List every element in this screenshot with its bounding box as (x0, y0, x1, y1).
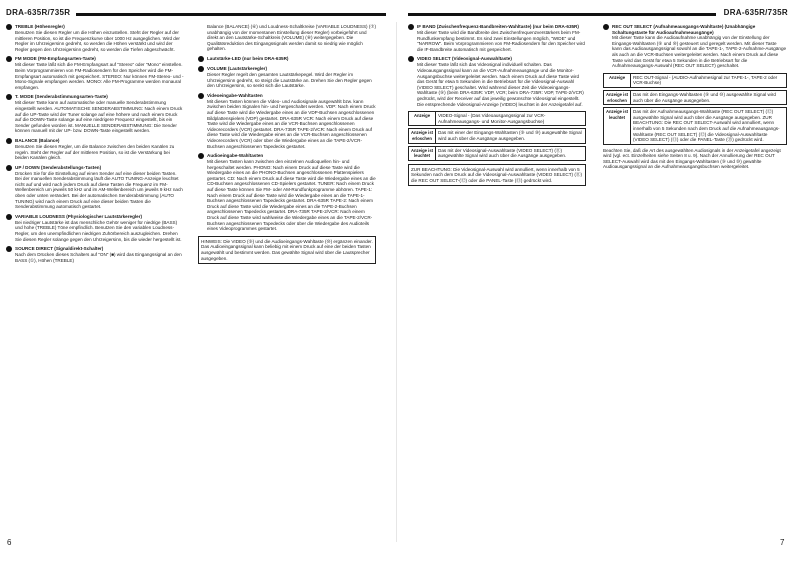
section-body: Mit dieser Taste wird die Bandbreite des Zwischenfrequenzverstärkers beim FM-Rundfunkempfang bestimmt. Es sind zwei Einstellungen möglich, "WIDE" und "NARROW". Beim Vorprogrammieren von FM-Radiosendern für den Speicher wird die IF-Bandbreite automatisch mit gespeichert. (417, 30, 585, 52)
section (6, 24, 184, 52)
zur-beachtung-box: ZUR BEACHTUNG: Die Videosignal-Auswahl wird annulliert, wenn innerhalb von 5 Sekunden nach dem Druck auf die Videosignal-Auswahltaste (VIDEO SELECT) (⑪) die REC OUT SELECT-(⑫) oder die PANEL-Taste (⑬) gedrückt wird. (408, 164, 586, 187)
right-header-title: DRA-635R/735R (723, 8, 788, 17)
row-label: Anzeige (604, 74, 631, 87)
item-number-icon (408, 24, 414, 30)
video-select-table (408, 111, 586, 161)
section (408, 24, 586, 52)
left-header-title: DRA-635R/735R (6, 8, 71, 17)
item-number-icon (198, 56, 204, 62)
section-body: Bei niedriger Lautstärke ist das menschliche Gehör weniger für niedrige (BASS) und hohe (TREBLE) Töne empfindlich. Benutzen Sie den variablen Loudness-Regler, um den unempfindlichen niedrigen Zuhörbereich auszugleichen. Drehen Sie diesen Regler solange gegen den Uhrzeigersinn, bis die wieder hergestellt ist. (15, 219, 182, 242)
table-row (603, 73, 787, 88)
hinweis-box: HINWEIS: Die VIDEO (⑨) und die Audioeingangs-Wahltaste (⑩) ergänzen einander. Das Audioeingangssignal kann beliebig mit einem Druck auf eine der beiden Tasten ausgewählt und bestimmt werden. Das gewählte Signal wird über die Lautsprecher ausgegeben. (198, 236, 376, 264)
section-title: TREBLE (Höhenregler) (15, 24, 65, 29)
rec-out-table (603, 73, 787, 145)
section-body: Mit diesen Tasten können die Video- und Audiosignale ausgewählt bzw. kann zwischen beiden Signalen hin- und hergeschaltet werden. VDP: Nach einem Druck auf diese Taste wird die Wiedergabe eines an die VDP-Buchsen angeschlossenen Bildplattenspielers (VDP) gestartet. DRA-635R VCR: Nach einem Druck auf diese Taste wird die Wiedergabe eines an die VCR-Buchsen angeschlossenen Videorecorders (VCR) gestartet. DRA-735R TAPE-2/VCR: Nach einem Druck auf diese Taste wird die Wiedergabe eines an die VCR-Buchsen angeschlossenen Videorecorders (VCR) oder über die Wiedergabe eines an die TAPE-2/VCR-Buchsen angeschlossenen Tapedecks gestartet. (207, 98, 376, 149)
row-text: VIDEO-Signal - (Das Videoausgangssignal zur VCR-Aufnahmeausgangs- und Monitor-Ausgangsbuchse) (438, 113, 546, 124)
left-header-rule (76, 13, 386, 16)
rec-out-note: Beachten Sie, daß die Art des ausgewählten Audiosignals in der Anzeigetafel angezeigt wird (vgl. ect. Einzelheiten siehe Seiten 8 u. 9). Nach der Annullierung der REC OUT SELECT-Auswahl wird das mit den Eingangs-Wahltasten (⑨ und ⑩) gewählte Audioausgangssignal an die Aufnahmeausgangsbuchsen weitergeleitet. (603, 147, 781, 170)
section-body: Mit dieser Taste läßt sich das Videosignal individuell schalten. Das Videoausgangssignal kann an die VCR-Aufnahmeausgänge und die Monitor-Ausgangsbuchse weitergeleitet werden. Nach einem Druck auf diese Taste wird das Gerät für etwa 5 Sekunden in die Betriebsart für die Videosignal-Auswahl (VIDEO SELECT) geschaltet. Wird während dieser Zeit die Videoeingangs-Wahltaste (⑨) (beim DRA-635R: VDP, VCR; beim DRA-735R: VDP, TAPE-2/VCR) gedrückt, wird der Receiver auf das jeweilig gewünschte Videosignal eingestellt. Die entsprechende Videosignal-Anzeige (VIDEO) leuchtet in der Anzeigetafel auf. (417, 62, 584, 107)
section-body: Mit dieser Taste kann die Audioaufnahme unabhängig von der Einstellung der Eingangs-Wahltasten (⑨ und ⑩) gesteuert und geregelt werden. Mit dieser Taste kann das Audioausgangssignal sowohl an die TAPE-1-, TAPE-2-Aufnahme-Ausgänge als auch an die VCR-Buchsen weitergeleitet werden. Nach einem Druck auf diese Taste wird das Gerät für etwa 5 Sekunden in die Betriebsart für die Aufnahmeausgangs-Auswahl (REC OUT SELECT) geschaltet. (612, 35, 787, 69)
section (198, 93, 376, 149)
item-number-icon (6, 94, 12, 100)
section (6, 214, 184, 242)
table-row (603, 107, 787, 145)
section-body: Benutzen Sie diesen Regler, um die Balance zwischen den beiden Kanälen zu regeln. Steht der Regler auf der mittleren Position, so ist die Verstärkung bei beiden Kanälen gleich. (15, 143, 175, 161)
item-number-icon (6, 214, 12, 220)
item-number-icon (6, 56, 12, 62)
item-number-icon (198, 66, 204, 72)
section (6, 94, 184, 134)
section-body: Mit dieser Taste kann auf automatische oder manuelle Senderabstimmung eingestellt werden. AUTOMATISCHE SENDERABSTIMMUNG: Nach einem Druck auf die UP-Taste wird der Tuner solange auf eine höhere und nach einem Druck auf die DOWN-Taste solange auf eine niedrigere Frequenz eingestellt, bis ein Sender gefunden worden ist. MANUELLE SENDERABSTIMMUNG: Die Sender können manuell mit der UP- bzw. DOWN-Taste eingestellt werden. (15, 100, 183, 134)
section-body: Benutzen Sie diesen Regler um die Höhen einzustellen. Steht der Regler auf der mittleren Position, so ist die Frequenzkurve über 1000 Hz ausgeglichen. Wird der Regler im Uhrzeigersinn gedreht, so werden die Höhen verstärkt und wird der Regler gegen den Uhrzeigersinn gedreht, so werden die Tiefen abgeschwächt. (15, 30, 180, 52)
column-4 (603, 24, 787, 170)
section-body: Mit diesen Tasten kann zwischen den einzelnen Audioquellen hin- und hergeschaltet werden. PHONO: Nach einem Druck auf diese Taste wird die Wiedergabe eines an die PHONO-Buchsen angeschlossenen Plattenspielers gestartet. CD: Nach einem Druck auf diese Taste wird die Wiedergabe eines an die CD-Buchsen angeschlossenen CD-Spielers gestartet. TUNER: Nach einem Druck auf diese Taste können Sie FM- oder AM-Rundfunkprogramme abhören. TAPE-1: Nach einem Druck auf diese Taste wird die Wiedergabe eines an die TAPE-1-Buchsen angeschlossenen Tapedecks gestartet. DRA-635R TAPE-2: Nach einem Druck auf diese Taste wird die Wiedergabe eines an die TAPE-2-Buchsen angeschlossenen Tapedecks gestartet. DRA-735R TAPE-2/VCR: Nach einem Druck auf diese Taste wird wahlweise die Wiedergabe eines an die TAPE-2/VCR-Buchsen angeschlossenen Tapedecks oder über die Wiedergabe des Audioteils eines Videoprogrammes gestartet. (207, 159, 376, 232)
row-label: Anzeige ist leuchtet (409, 147, 436, 160)
section-title: UP / DOWN (Senderabstellungs-Tasten) (15, 164, 102, 170)
row-text: REC OUT-Signal - (AUDIO-Aufnahmesignal zur TAPE-1-, TAPE-2 oder VCR-Buchse) (633, 74, 778, 86)
item-number-icon (6, 138, 12, 144)
item-number-icon (198, 153, 204, 159)
right-header-rule (408, 13, 716, 16)
row-text: Das mit der Videosignal-Auswahltaste (VIDEO SELECT) (⑪) ausgewählte Signal wird auch über die Ausgänge ausgegeben. (438, 147, 567, 159)
section-title: VIDEO SELECT (Videosignal-Auswahltaste) (417, 56, 512, 62)
right-page-number: 7 (780, 538, 785, 547)
column-2 (198, 24, 376, 264)
section-body: Drücken Sie für die Einstellung auf einen Sender auf eine dieser beiden Tasten. Bei der manuellen Senderabstimmung läuft die AUTO TUNING-Anzeige leuchtet nicht auf und wird nach jedem Druck auf diese Tasten die Frequenz im FM-Wellenbereich um jeweils 50 kHz und im AM-Wellenbereich um jeweils 9 kHz nach oben oder unten verändert. Bei der automatischen Senderabstimmung (AUTO TUNING) wird nach einem Druck auf eine dieser beiden Tasten die Senderabstimmung automatisch gestartet. (15, 170, 183, 210)
section (6, 246, 184, 263)
section (198, 24, 376, 52)
section-title: REC OUT SELECT (Aufnahmeausgangs-Wahltaste) (Unabhängige Schaltungstaste für Audioaufnahmeausgänge) (612, 24, 756, 35)
section-title: SOURCE DIRECT (Signaldirekt-Schalter) (15, 246, 104, 252)
right-page-header (408, 10, 788, 18)
section-title: Videoeingabe-Wahltasten (207, 92, 263, 98)
column-1 (6, 24, 184, 267)
table-row (603, 90, 787, 105)
section (603, 24, 787, 69)
row-label: Anzeige ist leuchtet (604, 108, 631, 144)
section (408, 56, 586, 107)
item-number-icon (408, 56, 414, 62)
section-title: VOLUME (Lautstärkeregler) (207, 65, 267, 71)
row-label: Anzeige ist erloschen (409, 129, 436, 142)
section-title: T. MODE (Senderabstimmungsarten-Taste) (15, 94, 108, 100)
row-text: Das mit den Eingangs-Wahltasten (⑨ und ⑩) ausgewählte Signal wird auch über die Ausgänge ausgegeben. (633, 91, 776, 103)
page-fold-divider (396, 22, 397, 542)
section-heading (603, 24, 787, 35)
left-page-number: 6 (7, 538, 12, 547)
section-body: Mit dieser Taste läßt sich die FM-Empfangsart auf "Stereo" oder "Mono" einstellen. Beim Vorprogrammieren von FM-Radiosendern für den Speicher wird die FM-Empfangsart automatisch mit gespeichert. STEREO: Nur können FM-Stereo- und -Mono-Signale empfangen werden. MONO: Alle FM-Programme werden monaural empfangen. (15, 62, 184, 90)
section (198, 56, 376, 62)
item-number-icon (603, 24, 609, 30)
section (6, 56, 184, 90)
item-number-icon (198, 93, 204, 99)
section-body: Nach dem Drücken dieses Schalters auf "ON" (■) wird das Eingangssignal an den BASS (①), Höhen (TREBLE) (15, 252, 182, 263)
section (6, 138, 184, 161)
section-title: Audioeingabe-Wahltasten (207, 153, 264, 159)
table-row (408, 128, 586, 143)
section-title: FM MODE (FM-Empfangsarten-Taste) (15, 56, 96, 62)
section (6, 165, 184, 210)
section-body: Balance (BALANCE) (⑥) und Loudness-Schaltkreise (VARIABLE LOUDNESS) (⑦) unabhängig von der momentanen Einstellung dieser Regler) vorbeigeführt und direkt an den Lautstärke-Schaltkreis (VOLUME) (⑧) weitergegeben. Die Qualitätsreduktion des Eingangssignals werden damit so niedrig wie möglich gehalten. (207, 24, 376, 52)
section-body: Dieser Regler regelt den gesamten Lautstärkepegel. Wird der Regler im Uhrzeigersinn gedreht, so steigt die Lautstärke an. Drehen Sie den Regler gegen den Uhrzeigersinn, so senkt sich die Lautstärke. (207, 71, 372, 89)
row-text: Das mit einer der Eingangs-Wahltasten (⑨ und ⑩) ausgewählte Signal wird auch über die Ausgänge ausgegeben. (438, 130, 582, 141)
section-title: VARIABLE LOUDNESS (Physiologischer Lautstärkeregler) (15, 213, 143, 219)
section-title: Lautstärke-LED (nur beim DRA-635R) (207, 55, 289, 61)
section (198, 153, 376, 232)
row-label: Anzeige ist erloschen (604, 91, 631, 104)
section-title: BALANCE (Balance) (15, 137, 60, 143)
row-label: Anzeige (409, 112, 436, 125)
item-number-icon (6, 24, 12, 30)
section-heading (198, 56, 376, 62)
table-row (408, 146, 586, 161)
column-3 (408, 24, 586, 186)
section (198, 66, 376, 89)
section-title: IF BAND (Zwischenfrequenz-Bandbreiten-Wahltaste) (nur beim DRA-635R) (417, 24, 579, 29)
item-number-icon (6, 165, 12, 171)
left-page-header (6, 10, 386, 18)
table-row (408, 111, 586, 126)
row-text: Das mit der Aufnahmeausgangs-Wahltaste (REC OUT SELECT) (⑫) ausgewählte Signal wird auch über die Ausgänge ausgegeben. ZUR BEACHTUNG: Die REC OUT SELECT-Auswahl wird annulliert, wenn innerhalb von 5 Sekunden nach dem Druck auf die Aufnahmeausgangs-Wahltaste (REC OUT SELECT) (⑫) die Videosignal-Auswahltaste (VIDEO SELECT) (⑪) oder die PANEL-Taste (⑬) gedrückt wird. (633, 109, 780, 143)
item-number-icon (6, 246, 12, 252)
